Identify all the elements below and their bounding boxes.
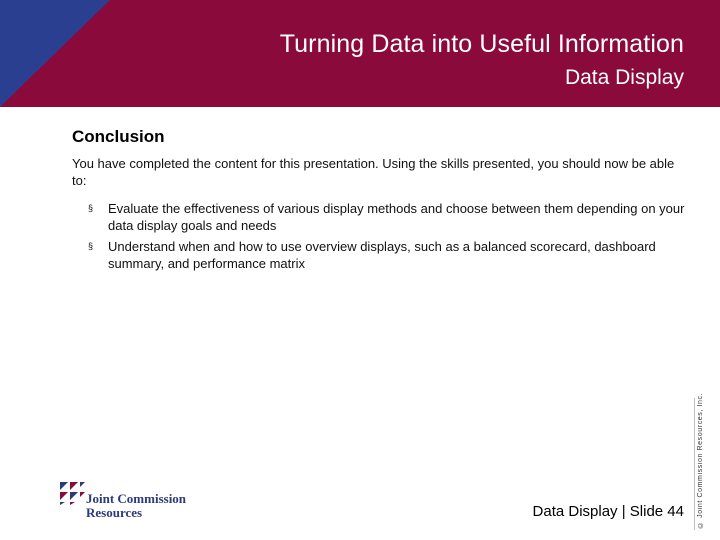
page-subtitle: Data Display bbox=[564, 66, 684, 89]
page-title: Turning Data into Useful Information bbox=[279, 30, 684, 58]
logo-text-line2: Resources bbox=[86, 505, 143, 520]
list-item bbox=[88, 238, 688, 272]
header-corner-decoration bbox=[0, 0, 110, 107]
footer-divider bbox=[694, 398, 695, 530]
bullet-icon: § bbox=[88, 203, 94, 213]
company-logo bbox=[58, 478, 198, 522]
slide-number-label: Data Display | Slide 44 bbox=[532, 503, 684, 520]
bullet-list bbox=[88, 200, 688, 276]
section-heading: Conclusion bbox=[72, 127, 165, 146]
list-item-text: Understand when and how to use overview displays, such as a balanced scorecard, dashboard summary, and performance matrix bbox=[108, 239, 656, 271]
jcr-logo-icon bbox=[58, 480, 86, 506]
intro-paragraph: You have completed the content for this presentation. Using the skills presented, you should now be able to: bbox=[72, 156, 675, 188]
list-item bbox=[88, 200, 688, 234]
copyright-notice: © Joint Commission Resources, Inc. bbox=[697, 392, 704, 528]
list-item-text: Evaluate the effectiveness of various display methods and choose between them depending on your data display goals and needs bbox=[108, 201, 685, 233]
logo-text-line1: Joint Commission bbox=[86, 491, 187, 506]
bullet-icon: § bbox=[88, 241, 94, 251]
header-banner bbox=[0, 0, 720, 107]
